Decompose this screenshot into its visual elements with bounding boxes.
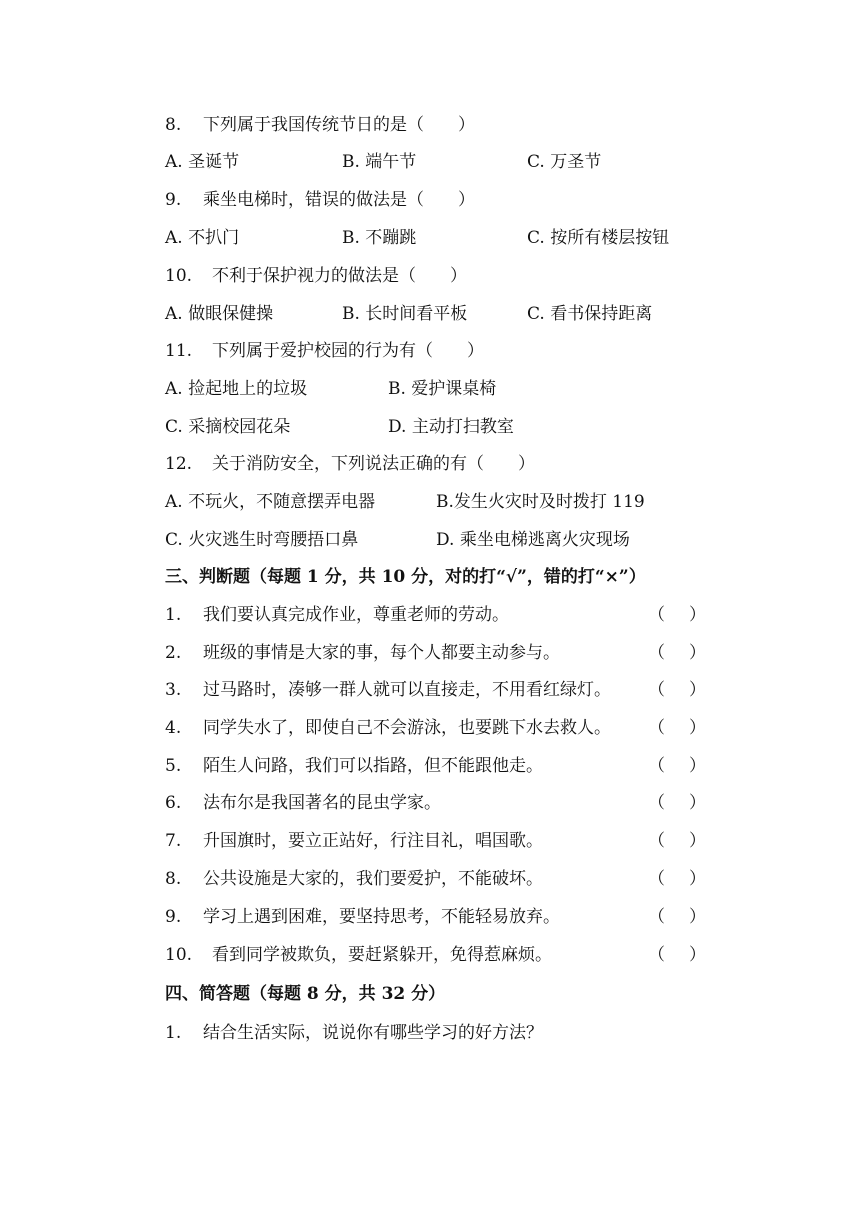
item-number: 6. [165, 793, 182, 813]
question-9 [0, 188, 867, 212]
option-b: B.发生火灾时及时拨打 119 [436, 492, 645, 512]
tf-item-8 [0, 867, 867, 891]
option-a: A. 圣诞节 [165, 152, 240, 172]
option-c: C. 万圣节 [527, 152, 602, 172]
item-text: 过马路时，凑够一群人就可以直接走，不用看红绿灯。 [203, 680, 611, 700]
item-text: 看到同学被欺负，要赶紧躲开，免得惹麻烦。 [212, 945, 552, 965]
paren-open: （ [648, 907, 665, 927]
item-number: 2. [165, 643, 182, 663]
option-b: B. 爱护课桌椅 [388, 379, 497, 399]
question-10 [0, 264, 867, 288]
option-a: A. 做眼保健操 [165, 304, 274, 324]
paren-open: （ [648, 718, 665, 738]
item-text: 学习上遇到困难，要坚持思考，不能轻易放弃。 [203, 907, 560, 927]
paren-close: ） [689, 831, 706, 851]
item-text: 法布尔是我国著名的昆虫学家。 [203, 793, 441, 813]
question-number: 12. [165, 454, 193, 474]
question-number: 8. [165, 115, 182, 135]
option-b: B. 长时间看平板 [342, 304, 468, 324]
paren-open: （ [648, 869, 665, 889]
question-text: 下列属于爱护校园的行为有（ ） [212, 341, 484, 361]
paren-open: （ [648, 680, 665, 700]
question-text: 不利于保护视力的做法是（ ） [212, 266, 467, 286]
paren-open: （ [648, 643, 665, 663]
question-8-options [0, 150, 867, 174]
item-number: 5. [165, 756, 182, 776]
tf-item-10 [0, 943, 867, 967]
option-a: A. 不扒门 [165, 228, 240, 248]
paren-close: ） [689, 680, 706, 700]
item-text: 同学失水了，即使自己不会游泳，也要跳下水去救人。 [203, 718, 611, 738]
paren-open: （ [648, 831, 665, 851]
paren-close: ） [689, 718, 706, 738]
option-c: C. 看书保持距离 [527, 304, 653, 324]
tf-item-4 [0, 716, 867, 740]
question-text: 下列属于我国传统节日的是（ ） [203, 115, 475, 135]
option-c: C. 按所有楼层按钮 [527, 228, 670, 248]
tf-item-7 [0, 829, 867, 853]
tf-item-6 [0, 791, 867, 815]
question-text: 关于消防安全，下列说法正确的有（ ） [212, 454, 535, 474]
tf-item-2 [0, 641, 867, 665]
item-number: 1. [165, 605, 182, 625]
item-number: 4. [165, 718, 182, 738]
paren-close: ） [689, 945, 706, 965]
item-text: 我们要认真完成作业，尊重老师的劳动。 [203, 605, 509, 625]
paren-open: （ [648, 756, 665, 776]
paren-close: ） [689, 605, 706, 625]
paren-close: ） [689, 907, 706, 927]
question-12-options-row2 [0, 528, 867, 552]
paren-close: ） [689, 756, 706, 776]
item-text: 升国旗时，要立正站好，行注目礼，唱国歌。 [203, 831, 543, 851]
section-title: 四、简答题（每题 8 分，共 32 分） [165, 984, 446, 1004]
question-11-options-row1 [0, 377, 867, 401]
option-b: B. 不蹦跳 [342, 228, 417, 248]
paren-open: （ [648, 793, 665, 813]
option-b: B. 端午节 [342, 152, 417, 172]
section-title: 三、判断题（每题 1 分，共 10 分，对的打“√”，错的打“×”） [165, 567, 646, 587]
option-c: C. 火灾逃生时弯腰捂口鼻 [165, 530, 359, 550]
section-4-heading [0, 982, 867, 1006]
tf-item-5 [0, 754, 867, 778]
item-number: 8. [165, 869, 182, 889]
short-answer-1 [0, 1021, 867, 1045]
question-12-options-row1 [0, 490, 867, 514]
question-10-options [0, 302, 867, 326]
paren-close: ） [689, 793, 706, 813]
item-text: 陌生人问路，我们可以指路，但不能跟他走。 [203, 756, 543, 776]
item-number: 9. [165, 907, 182, 927]
item-text: 结合生活实际，说说你有哪些学习的好方法？ [203, 1023, 543, 1043]
question-number: 11. [165, 341, 193, 361]
item-number: 7. [165, 831, 182, 851]
paren-open: （ [648, 945, 665, 965]
option-a: A. 不玩火，不随意摆弄电器 [165, 492, 376, 512]
question-11-options-row2 [0, 415, 867, 439]
option-d: D. 乘坐电梯逃离火灾现场 [436, 530, 630, 550]
paren-close: ） [689, 643, 706, 663]
question-number: 10. [165, 266, 193, 286]
paren-close: ） [689, 869, 706, 889]
option-c: C. 采摘校园花朵 [165, 417, 291, 437]
question-number: 9. [165, 190, 182, 210]
question-9-options [0, 226, 867, 250]
tf-item-1 [0, 603, 867, 627]
question-11 [0, 339, 867, 363]
tf-item-3 [0, 678, 867, 702]
question-8 [0, 113, 867, 137]
tf-item-9 [0, 905, 867, 929]
section-3-heading [0, 565, 867, 589]
item-number: 1. [165, 1023, 182, 1043]
question-12 [0, 452, 867, 476]
option-d: D. 主动打扫教室 [388, 417, 514, 437]
item-number: 3. [165, 680, 182, 700]
option-a: A. 捡起地上的垃圾 [165, 379, 308, 399]
item-text: 班级的事情是大家的事，每个人都要主动参与。 [203, 643, 560, 663]
paren-open: （ [648, 605, 665, 625]
question-text: 乘坐电梯时，错误的做法是（ ） [203, 190, 475, 210]
item-number: 10. [165, 945, 193, 965]
item-text: 公共设施是大家的，我们要爱护，不能破坏。 [203, 869, 543, 889]
